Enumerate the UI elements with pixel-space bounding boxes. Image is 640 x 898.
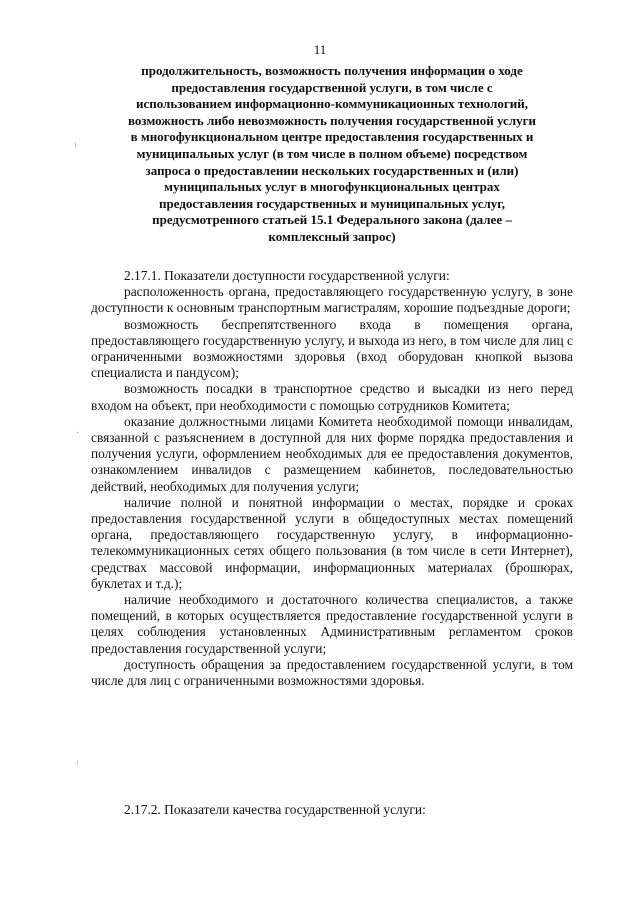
scan-mark: ⁾	[76, 760, 79, 771]
section-heading	[90, 63, 574, 246]
heading-line: предоставления государственной услуги, в том числе с	[171, 79, 493, 95]
paragraph-location: расположенность органа, предоставляющего государственную услугу, в зоне доступности к основным транспортным магистралям, хорошие подъездные дороги;	[91, 284, 573, 316]
paragraph-transport: возможность посадки в транспортное средство и высадки из него перед входом на объект, при необходимости с помощью сотрудников Комитета;	[91, 381, 573, 413]
page-number: 11	[313, 42, 327, 57]
heading-line: запроса о предоставлении нескольких государственных и (или)	[145, 162, 519, 178]
heading-line: комплексный запрос)	[268, 228, 396, 244]
paragraph-information: наличие полной и понятной информации о местах, порядке и сроках предоставления государственной услуги в общедоступных местах помещений органа, предоставляющего государственную услугу, в информационно-телекоммуникационных сетях общего пользования (в том числе в сети Интернет), средствах массовой информации, информационных материалах (брошюрах, буклетах и т.д.);	[91, 494, 573, 591]
paragraph-staff: наличие необходимого и достаточного количества специалистов, а также помещений, в которых осуществляется предоставление государственной услуги в целях соблюдения установленных Административным регламентом сроков предоставления государственной услуги;	[91, 592, 573, 656]
section-title: 2.17.1. Показатели доступности государственной услуги:	[124, 268, 450, 283]
heading-line: продолжительность, возможность получения информации о ходе	[141, 63, 523, 78]
heading-line: возможность либо невозможность получения государственной услуги	[127, 112, 537, 128]
heading-line: использованием информационно-коммуникационных технологий,	[135, 96, 529, 112]
scan-mark: ⁾	[74, 142, 77, 153]
heading-line: муниципальных услуг (в том числе в полном объеме) посредством	[136, 145, 528, 161]
heading-line: предусмотренного статьей 15.1 Федерального закона (далее –	[152, 212, 512, 228]
paragraph-accessibility: доступность обращения за предоставлением государственной услуги, в том числе для лиц с ограниченными возможностями здоровья.	[91, 656, 573, 689]
heading-line: в многофункциональном центре предоставления государственных и	[130, 129, 534, 145]
section-2-17-2	[91, 802, 573, 818]
scan-mark: ·	[76, 428, 80, 439]
heading-line: предоставления государственных и муниципальных услуг,	[159, 195, 505, 211]
section-title: 2.17.2. Показатели качества государственной услуги:	[124, 802, 426, 817]
section-2-17-1	[91, 268, 573, 689]
heading-line: муниципальных услуг в многофункциональных центрах	[164, 179, 500, 195]
paragraph-entrance: возможность беспрепятственного входа в помещения органа, предоставляющего государственную услугу, и выхода из него, в том числе для лиц с ограниченными возможностями здоровья (вход оборудован кнопкой вызова специалиста и пандусом);	[91, 316, 573, 381]
paragraph-assistance: оказание должностными лицами Комитета необходимой помощи инвалидам, связанной с разъяснением в доступной для них форме порядка предоставления и получения услуги, оформлением необходимых для ее предоставления документов, ознакомлением инвалидов с размещением кабинетов, последовательностью действий, необходимых для получения услуги;	[91, 413, 573, 494]
